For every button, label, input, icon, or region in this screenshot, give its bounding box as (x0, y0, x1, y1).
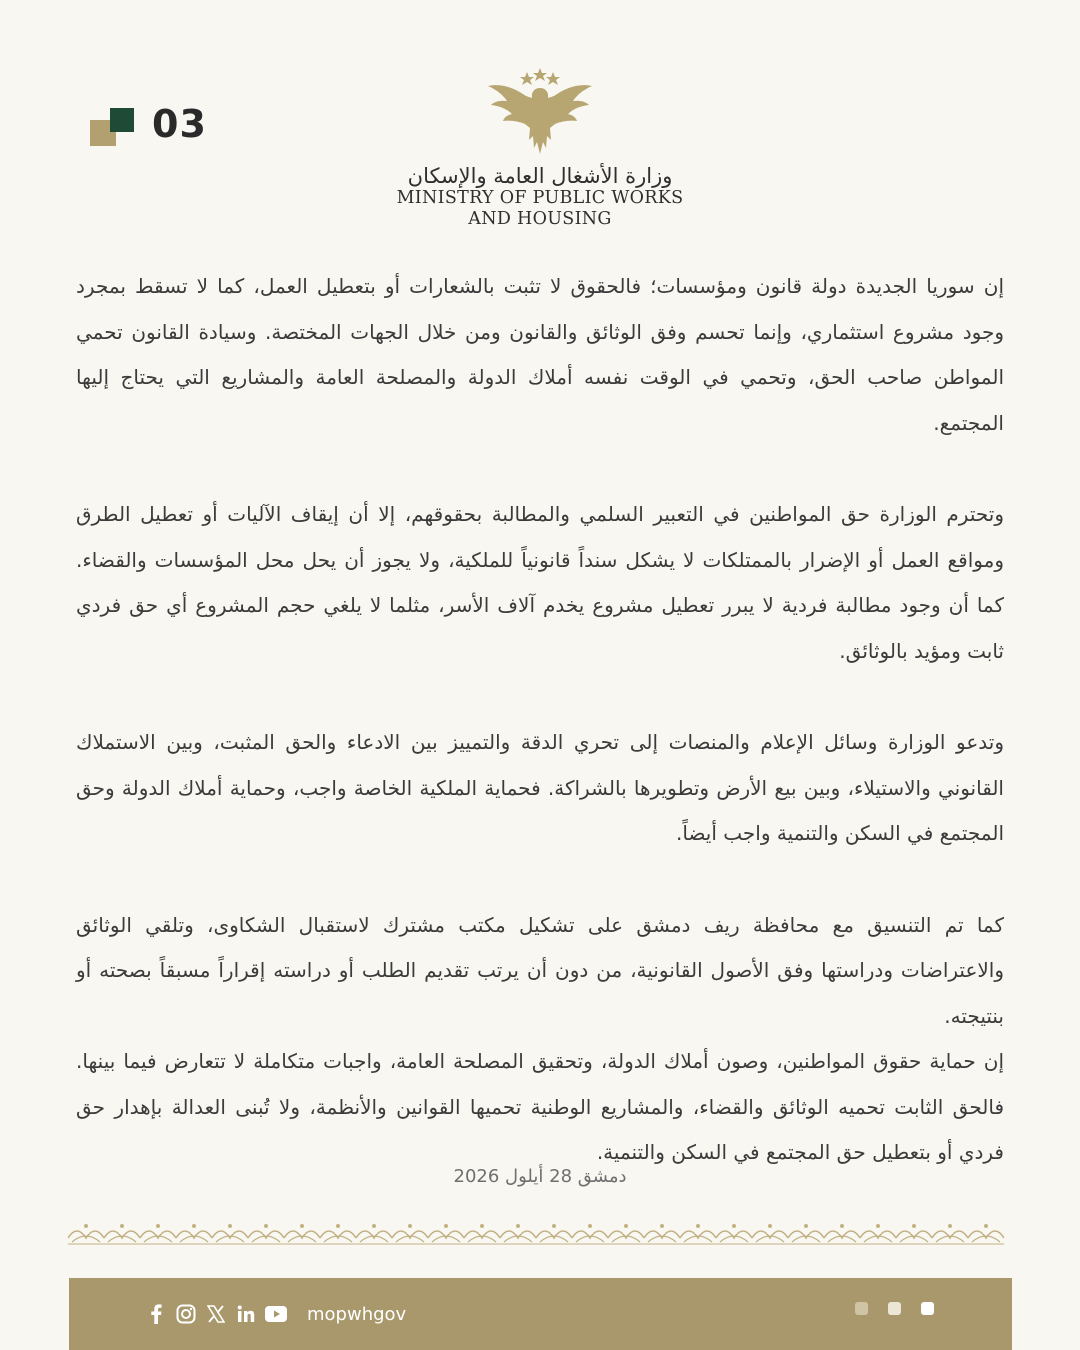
ministry-name-arabic: وزارة الأشغال العامة والإسكان (407, 164, 673, 188)
instagram-icon[interactable] (175, 1303, 197, 1325)
green-square-decoration (110, 108, 134, 132)
pagination-dot (888, 1302, 901, 1315)
social-links (145, 1278, 406, 1350)
pagination-dot (855, 1302, 868, 1315)
paragraph-2: وتحترم الوزارة حق المواطنين في التعبير السلمي والمطالبة بحقوقهم، إلا أن إيقاف الآليات أو تعطيل الطرق ومواقع العمل أو الإضرار بالممتلكات لا يشكل سنداً قانونياً للملكية، ولا يجوز أن يحل محل المؤسسات والقضاء. كما أن وجود مطالبة فردية لا يبرر تعطيل مشروع يخدم آلاف الأسر، مثلما لا يلغي حجم المشروع أي حق فردي ثابت ومؤيد بالوثائق. (76, 502, 1004, 663)
paragraph-4: كما تم التنسيق مع محافظة ريف دمشق على تشكيل مكتب مشترك لاستقبال الشكاوى، وتلقي الوثائق والاعتراضات ودراستها وفق الأصول القانونية، من دون أن يرتب تقديم الطلب أو دراسته إقراراً مسبقاً بصحته أو بنتيجته. (76, 912, 1004, 1028)
ornamental-border (68, 1220, 1004, 1246)
ministry-name-english-line1: MINISTRY OF PUBLIC WORKS (396, 188, 684, 208)
eagle-emblem-icon (485, 66, 595, 158)
page-number: 03 (152, 102, 207, 146)
statement-body (76, 264, 1004, 1176)
ministry-name-english-line2: AND HOUSING (468, 209, 612, 229)
paragraph-1: إن سوريا الجديدة دولة قانون ومؤسسات؛ فالحقوق لا تثبت بالشعارات أو بتعطيل العمل، كما لا تسقط بمجرد وجود مشروع استثماري، وإنما تحسم وفق الوثائق والقانون ومن خلال الجهات المختصة. وسيادة القانون تحمي المواطن صاحب الحق، وتحمي في الوقت نفسه أملاك الدولة والمصلحة العامة والمشاريع التي يحتاج إليها المجتمع. (76, 274, 1004, 435)
paragraph-5: إن حماية حقوق المواطنين، وصون أملاك الدولة، وتحقيق المصلحة العامة، واجبات متكاملة لا تتعارض فيما بينها. فالحق الثابت تحميه الوثائق والقضاء، والمشاريع الوطنية تحميها القوانين والأنظمة، ولا تُبنى العدالة بإهدار حق فردي أو بتعطيل حق المجتمع في السكن والتنمية. (76, 1049, 1004, 1164)
linkedin-icon[interactable] (235, 1303, 257, 1325)
statement-date: دمشق 28 أيلول 2026 (453, 1166, 627, 1187)
footer-bar (69, 1278, 1012, 1350)
ministry-logo (380, 66, 700, 236)
social-handle[interactable]: mopwhgov (307, 1303, 407, 1325)
pagination-dot-active (921, 1302, 934, 1315)
paragraph-3: وتدعو الوزارة وسائل الإعلام والمنصات إلى تحري الدقة والتمييز بين الادعاء والحق المثبت، وبين الاستملاك القانوني والاستيلاء، وبين بيع الأرض وتطويرها بالشراكة. فحماية الملكية الخاصة واجب، وحماية أملاك الدولة وحق المجتمع في السكن والتنمية واجب أيضاً. (76, 730, 1004, 845)
facebook-icon[interactable] (145, 1303, 167, 1325)
x-icon[interactable] (205, 1303, 227, 1325)
pagination-dots (835, 1302, 934, 1315)
youtube-icon[interactable] (265, 1303, 287, 1325)
page-number-block (90, 104, 210, 148)
